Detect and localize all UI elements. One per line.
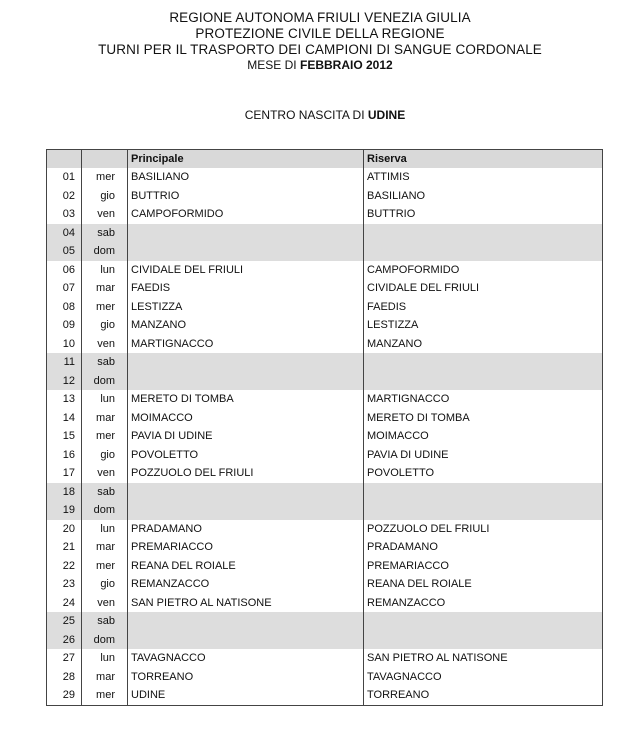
weekday-cell: ven [82, 205, 128, 224]
riserva-cell: POZZUOLO DEL FRIULI [364, 520, 603, 539]
riserva-cell: MANZANO [364, 335, 603, 354]
riserva-cell: TORREANO [364, 686, 603, 705]
month-prefix: MESE DI [247, 58, 300, 72]
table-row [47, 372, 603, 391]
day-number-cell: 12 [47, 372, 82, 391]
principale-cell: CAMPOFORMIDO [128, 205, 364, 224]
day-number-cell: 28 [47, 668, 82, 687]
table-row [47, 557, 603, 576]
day-number-cell: 29 [47, 686, 82, 705]
table-row [47, 316, 603, 335]
weekday-cell: dom [82, 501, 128, 520]
principale-cell [128, 631, 364, 650]
table-row [47, 242, 603, 261]
riserva-cell: LESTIZZA [364, 316, 603, 335]
day-number-cell: 16 [47, 446, 82, 465]
day-number-cell: 08 [47, 298, 82, 317]
weekday-cell: gio [82, 446, 128, 465]
riserva-cell [364, 353, 603, 372]
header-civil-protection: PROTEZIONE CIVILE DELLA REGIONE [195, 26, 445, 41]
weekday-cell: mar [82, 279, 128, 298]
table-row [47, 353, 603, 372]
weekday-cell: mer [82, 168, 128, 187]
principale-cell: POVOLETTO [128, 446, 364, 465]
day-number-cell: 15 [47, 427, 82, 446]
month-value: FEBBRAIO 2012 [299, 58, 393, 72]
weekday-cell: lun [82, 649, 128, 668]
subtitle-prefix: CENTRO NASCITA DI [244, 108, 368, 122]
principale-cell: FAEDIS [128, 279, 364, 298]
table-header-row [47, 150, 603, 169]
weekday-cell: sab [82, 483, 128, 502]
principale-cell: TORREANO [128, 668, 364, 687]
principale-cell: BASILIANO [128, 168, 364, 187]
day-number-cell: 17 [47, 464, 82, 483]
table-row [47, 483, 603, 502]
riserva-cell: FAEDIS [364, 298, 603, 317]
principale-cell: REANA DEL ROIALE [128, 557, 364, 576]
day-number-cell: 24 [47, 594, 82, 613]
riserva-cell [364, 483, 603, 502]
birth-center-subtitle [0, 108, 640, 122]
principale-cell: LESTIZZA [128, 298, 364, 317]
table-row [47, 390, 603, 409]
weekday-cell: gio [82, 316, 128, 335]
document-header [0, 10, 640, 73]
table-row [47, 575, 603, 594]
day-number-cell: 02 [47, 187, 82, 206]
day-number-cell: 23 [47, 575, 82, 594]
column-header-riserva: Riserva [364, 150, 603, 169]
riserva-cell: PAVIA DI UDINE [364, 446, 603, 465]
principale-cell [128, 483, 364, 502]
riserva-cell: PRADAMANO [364, 538, 603, 557]
principale-cell: TAVAGNACCO [128, 649, 364, 668]
weekday-cell: lun [82, 520, 128, 539]
table-row [47, 261, 603, 280]
principale-cell: POZZUOLO DEL FRIULI [128, 464, 364, 483]
column-header-principale: Principale [128, 150, 364, 169]
weekday-cell: ven [82, 335, 128, 354]
riserva-cell: ATTIMIS [364, 168, 603, 187]
principale-cell: BUTTRIO [128, 187, 364, 206]
riserva-cell [364, 372, 603, 391]
day-number-cell: 05 [47, 242, 82, 261]
riserva-cell: TAVAGNACCO [364, 668, 603, 687]
weekday-cell: ven [82, 594, 128, 613]
principale-cell [128, 242, 364, 261]
header-month [0, 58, 640, 73]
riserva-cell [364, 224, 603, 243]
table-row [47, 668, 603, 687]
principale-cell: MOIMACCO [128, 409, 364, 428]
column-header-number [47, 150, 82, 169]
riserva-cell: SAN PIETRO AL NATISONE [364, 649, 603, 668]
table-row [47, 224, 603, 243]
shift-table [46, 149, 603, 706]
weekday-cell: mer [82, 557, 128, 576]
day-number-cell: 25 [47, 612, 82, 631]
principale-cell: MERETO DI TOMBA [128, 390, 364, 409]
riserva-cell: PREMARIACCO [364, 557, 603, 576]
day-number-cell: 11 [47, 353, 82, 372]
weekday-cell: lun [82, 390, 128, 409]
header-title: TURNI PER IL TRASPORTO DEI CAMPIONI DI SANGUE CORDONALE [98, 42, 542, 57]
riserva-cell [364, 501, 603, 520]
day-number-cell: 22 [47, 557, 82, 576]
riserva-cell: MARTIGNACCO [364, 390, 603, 409]
day-number-cell: 03 [47, 205, 82, 224]
riserva-cell: MOIMACCO [364, 427, 603, 446]
table-row [47, 538, 603, 557]
day-number-cell: 09 [47, 316, 82, 335]
weekday-cell: mar [82, 538, 128, 557]
weekday-cell: mer [82, 298, 128, 317]
day-number-cell: 18 [47, 483, 82, 502]
weekday-cell: lun [82, 261, 128, 280]
riserva-cell [364, 242, 603, 261]
principale-cell [128, 353, 364, 372]
weekday-cell: mar [82, 668, 128, 687]
day-number-cell: 01 [47, 168, 82, 187]
day-number-cell: 04 [47, 224, 82, 243]
table-row [47, 464, 603, 483]
header-region: REGIONE AUTONOMA FRIULI VENEZIA GIULIA [169, 10, 471, 25]
day-number-cell: 21 [47, 538, 82, 557]
table-row [47, 520, 603, 539]
principale-cell [128, 224, 364, 243]
principale-cell: MARTIGNACCO [128, 335, 364, 354]
day-number-cell: 10 [47, 335, 82, 354]
riserva-cell: BASILIANO [364, 187, 603, 206]
table-row [47, 446, 603, 465]
principale-cell [128, 501, 364, 520]
weekday-cell: ven [82, 464, 128, 483]
weekday-cell: mer [82, 427, 128, 446]
weekday-cell: sab [82, 224, 128, 243]
table-row [47, 409, 603, 428]
riserva-cell: POVOLETTO [364, 464, 603, 483]
weekday-cell: mer [82, 686, 128, 705]
table-row [47, 427, 603, 446]
principale-cell [128, 612, 364, 631]
riserva-cell [364, 631, 603, 650]
principale-cell: PREMARIACCO [128, 538, 364, 557]
principale-cell: PRADAMANO [128, 520, 364, 539]
table-row [47, 335, 603, 354]
table-row [47, 649, 603, 668]
weekday-cell: gio [82, 575, 128, 594]
table-row [47, 686, 603, 705]
riserva-cell: CIVIDALE DEL FRIULI [364, 279, 603, 298]
day-number-cell: 27 [47, 649, 82, 668]
day-number-cell: 19 [47, 501, 82, 520]
riserva-cell: REMANZACCO [364, 594, 603, 613]
riserva-cell: MERETO DI TOMBA [364, 409, 603, 428]
riserva-cell: CAMPOFORMIDO [364, 261, 603, 280]
day-number-cell: 20 [47, 520, 82, 539]
principale-cell: PAVIA DI UDINE [128, 427, 364, 446]
weekday-cell: dom [82, 372, 128, 391]
day-number-cell: 13 [47, 390, 82, 409]
day-number-cell: 26 [47, 631, 82, 650]
weekday-cell: dom [82, 631, 128, 650]
riserva-cell: REANA DEL ROIALE [364, 575, 603, 594]
column-header-day [82, 150, 128, 169]
table-row [47, 612, 603, 631]
principale-cell: SAN PIETRO AL NATISONE [128, 594, 364, 613]
weekday-cell: gio [82, 187, 128, 206]
principale-cell [128, 372, 364, 391]
weekday-cell: sab [82, 612, 128, 631]
riserva-cell: BUTTRIO [364, 205, 603, 224]
day-number-cell: 14 [47, 409, 82, 428]
day-number-cell: 06 [47, 261, 82, 280]
principale-cell: UDINE [128, 686, 364, 705]
table-row [47, 205, 603, 224]
table-row [47, 501, 603, 520]
table-row [47, 298, 603, 317]
table-row [47, 279, 603, 298]
table-row [47, 187, 603, 206]
day-number-cell: 07 [47, 279, 82, 298]
table-row [47, 594, 603, 613]
subtitle-city: UDINE [367, 108, 406, 122]
principale-cell: CIVIDALE DEL FRIULI [128, 261, 364, 280]
weekday-cell: mar [82, 409, 128, 428]
table-row [47, 168, 603, 187]
weekday-cell: sab [82, 353, 128, 372]
table-row [47, 631, 603, 650]
riserva-cell [364, 612, 603, 631]
principale-cell: REMANZACCO [128, 575, 364, 594]
principale-cell: MANZANO [128, 316, 364, 335]
weekday-cell: dom [82, 242, 128, 261]
